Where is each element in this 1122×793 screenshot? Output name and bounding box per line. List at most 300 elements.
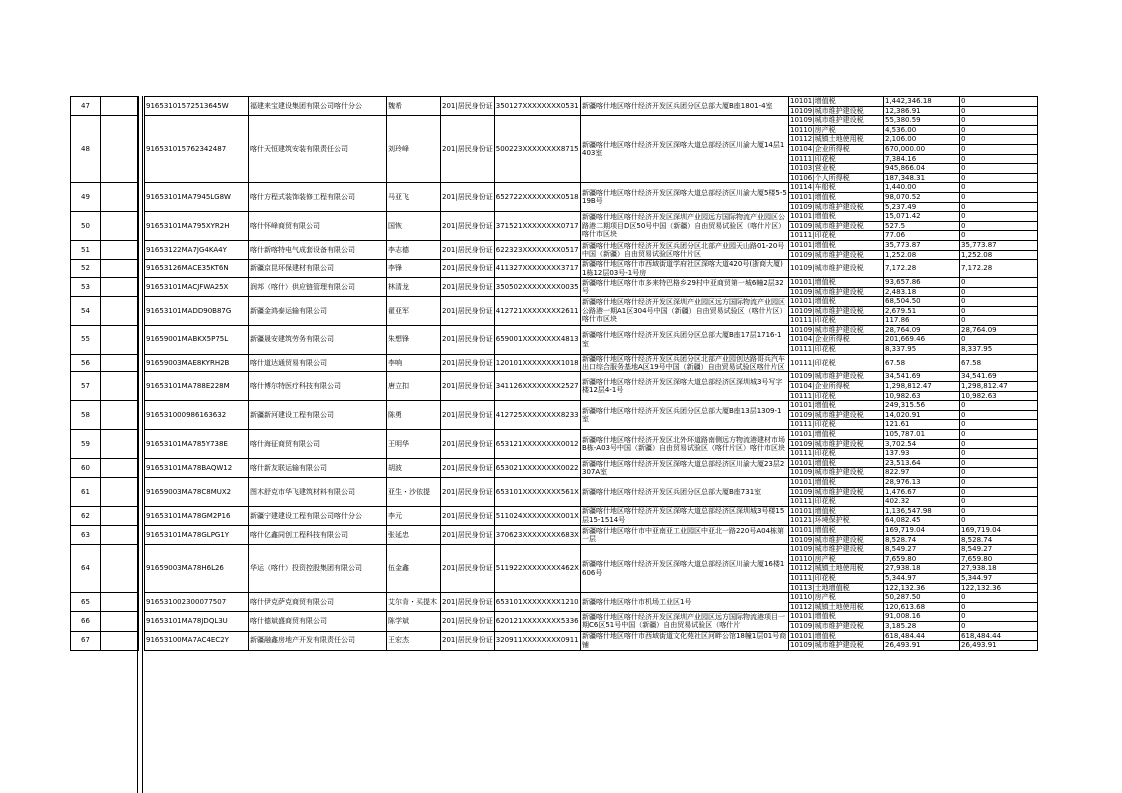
id-number: 320911XXXXXXXX0911 [494,631,580,650]
table-row [71,631,1038,641]
tax-item: 10109|城市维护建设税 [788,410,883,420]
credit-code: 91653101MACJFWA25X [145,277,249,296]
company-name: 新疆晟安建筑劳务有限公司 [249,325,387,354]
table-row [71,116,1038,126]
current-arrears: 0 [959,135,1037,145]
id-type: 201|居民身份证 [441,240,495,259]
id-type: 201|居民身份证 [441,612,495,631]
id-number: 350502XXXXXXXX0035 [494,277,580,296]
credit-code: 91653100MA7AC4EC2Y [145,631,249,650]
arrears-balance: 122,132.36 [883,583,959,593]
blank-cell [101,297,139,326]
current-arrears: 0 [959,430,1037,440]
tax-item: 10101|增值税 [788,430,883,440]
tax-item: 10109|城市维护建设税 [788,260,883,278]
credit-code: 916531015762342487 [145,116,249,183]
tax-item: 10104|企业所得税 [788,335,883,345]
id-type: 201|居民身份证 [441,116,495,183]
credit-code: 91653101MA788E228M [145,372,249,401]
business-address: 新疆喀什地区喀什经济开发区深喀大道总部经济区川渝大厦5楼5-519B号 [580,183,788,212]
current-arrears: 0 [959,439,1037,449]
current-arrears: 0 [959,231,1037,241]
company-name: 新疆宁建建设工程有限公司喀什分公 [249,506,387,525]
arrears-balance: 105,787.01 [883,430,959,440]
table-row [71,260,1038,278]
legal-person: 王明华 [387,430,441,459]
row-number: 66 [71,612,101,631]
id-type: 201|居民身份证 [441,631,495,650]
legal-person: 国恢 [387,212,441,241]
arrears-balance: 8,549.27 [883,545,959,555]
tax-item: 10109|城市维护建设税 [788,250,883,260]
business-address: 新疆喀什地区喀什经济开发区深喀大道总部经济区川渝大厦16楼1606号 [580,545,788,593]
table-row [71,612,1038,622]
tax-item: 10109|城市维护建设税 [788,287,883,297]
tax-item: 10109|城市维护建设税 [788,116,883,126]
row-number: 57 [71,372,101,401]
blank-cell [101,401,139,430]
tax-item: 10110|房产税 [788,593,883,603]
id-number: 350127XXXXXXXX0531 [494,97,580,116]
arrears-balance: 34,541.69 [883,372,959,382]
tax-item: 10110|房产税 [788,125,883,135]
legal-person: 魏希 [387,97,441,116]
tax-item: 10103|营业税 [788,164,883,174]
row-number: 59 [71,430,101,459]
table-row [71,545,1038,555]
credit-code: 91653101MADD90B87G [145,297,249,326]
tax-arrears-table [70,96,1038,651]
blank-cell [101,212,139,241]
business-address: 新疆喀什地区喀什经济开发区兵团分区总部大厦B座17层1716-1室 [580,325,788,354]
id-number: 500223XXXXXXXX8715 [494,116,580,183]
arrears-balance: 1,442,346.18 [883,97,959,107]
id-type: 201|居民身份证 [441,354,495,372]
tax-item: 10109|城市维护建设税 [788,306,883,316]
id-type: 201|居民身份证 [441,545,495,593]
tax-item: 10113|土地增值税 [788,583,883,593]
blank-cell [101,478,139,507]
id-type: 201|居民身份证 [441,297,495,326]
blank-cell [101,545,139,593]
business-address: 新疆喀什地区喀什经济开发区深喀大道总部经济区深圳城3号楼15层15-1514号 [580,506,788,525]
credit-code: 91653126MACE35KT6N [145,260,249,278]
current-arrears: 0 [959,306,1037,316]
blank-cell [101,525,139,544]
current-arrears: 0 [959,154,1037,164]
legal-person: 艾尔肯・买提木 [387,593,441,612]
table-row [71,430,1038,440]
id-number: 622323XXXXXXXX0517 [494,240,580,259]
tax-item: 10111|印花税 [788,345,883,355]
arrears-balance: 169,719.04 [883,525,959,535]
row-number: 61 [71,478,101,507]
current-arrears: 27,938.18 [959,564,1037,574]
credit-code: 91653122MA7JG4KA4Y [145,240,249,259]
table-row [71,354,1038,372]
legal-person: 李锋 [387,260,441,278]
company-name: 喀什亿鑫同创工程科技有限公司 [249,525,387,544]
table-row [71,478,1038,488]
blank-cell [101,354,139,372]
id-type: 201|居民身份证 [441,401,495,430]
arrears-balance: 23,513.64 [883,458,959,468]
tax-item: 10111|印花税 [788,154,883,164]
business-address: 新疆喀什地区喀什经济开发区兵团分区北部产业园天山路01-20号中国（新疆）自由贸易试验区喀什片区 [580,240,788,259]
legal-person: 张延忠 [387,525,441,544]
id-type: 201|居民身份证 [441,260,495,278]
current-arrears: 8,528.74 [959,535,1037,545]
blank-cell [101,612,139,631]
current-arrears: 0 [959,410,1037,420]
id-number: 653121XXXXXXXX0012 [494,430,580,459]
tax-item: 10109|城市维护建设税 [788,641,883,651]
current-arrears: 0 [959,116,1037,126]
tax-item: 10109|城市维护建设税 [788,545,883,555]
tax-item: 10101|增值税 [788,458,883,468]
current-arrears: 0 [959,506,1037,516]
credit-code: 91653101572513645W [145,97,249,116]
table-row [71,506,1038,516]
table-row [71,325,1038,335]
company-name: 喀什博尔特医疗科技有限公司 [249,372,387,401]
company-name: 喀什道达通贸易有限公司 [249,354,387,372]
id-type: 201|居民身份证 [441,458,495,477]
row-number: 62 [71,506,101,525]
blank-cell [101,458,139,477]
id-number: 341126XXXXXXXX2527 [494,372,580,401]
legal-person: 马亚飞 [387,183,441,212]
id-number: 412725XXXXXXXX8233 [494,401,580,430]
current-arrears: 0 [959,420,1037,430]
tax-item: 10109|城市维护建设税 [788,439,883,449]
legal-person: 陈学斌 [387,612,441,631]
current-arrears: 0 [959,125,1037,135]
arrears-balance: 50,287.50 [883,593,959,603]
id-number: 653021XXXXXXXX0022 [494,458,580,477]
arrears-balance: 1,476.67 [883,487,959,497]
arrears-balance: 618,484.44 [883,631,959,641]
blank-cell [101,240,139,259]
table-row [71,277,1038,287]
company-name: 喀什天恒建筑安装有限责任公司 [249,116,387,183]
table-row [71,97,1038,107]
arrears-balance: 28,976.13 [883,478,959,488]
business-address: 新疆喀什地区喀什经济开发区兵团分区北部产业园创达路哥兵汽车出口综合服务基地A区19号中国（新疆）自由贸易试验区喀什片区 [580,354,788,372]
arrears-balance: 67.58 [883,354,959,372]
tax-item: 10109|城市维护建设税 [788,621,883,631]
business-address: 新疆喀什地区喀什经济开发区兵团分区总部大厦B座731室 [580,478,788,507]
current-arrears: 0 [959,487,1037,497]
id-number: 412721XXXXXXXX2611 [494,297,580,326]
legal-person: 刘玲峰 [387,116,441,183]
row-number: 60 [71,458,101,477]
tax-item: 10101|增值税 [788,97,883,107]
legal-person: 李响 [387,354,441,372]
arrears-balance: 822.97 [883,468,959,478]
current-arrears: 0 [959,593,1037,603]
current-arrears: 0 [959,202,1037,212]
tax-item: 10101|增值税 [788,401,883,411]
tax-item: 10111|印花税 [788,391,883,401]
blank-cell [101,116,139,183]
arrears-balance: 3,702.54 [883,439,959,449]
table-row [71,212,1038,222]
blank-cell [101,277,139,296]
table-row [71,458,1038,468]
current-arrears: 0 [959,468,1037,478]
id-type: 201|居民身份证 [441,506,495,525]
current-arrears: 0 [959,164,1037,174]
current-arrears: 1,252.08 [959,250,1037,260]
blank-cell [101,183,139,212]
legal-person: 亚生・沙依提 [387,478,441,507]
arrears-balance: 1,136,547.98 [883,506,959,516]
business-address: 新疆喀什地区喀什经济开发区深喀大道总部经济区川渝大厦14层1403室 [580,116,788,183]
arrears-balance: 120,613.68 [883,602,959,612]
company-name: 新疆金鸿泰运输有限公司 [249,297,387,326]
tax-item: 10101|增值税 [788,631,883,641]
id-type: 201|居民身份证 [441,97,495,116]
table-row [71,183,1038,193]
row-number: 52 [71,260,101,278]
arrears-balance: 64,082.45 [883,516,959,526]
id-type: 201|居民身份证 [441,372,495,401]
current-arrears: 0 [959,221,1037,231]
tax-item: 10111|印花税 [788,420,883,430]
arrears-balance: 98,070.52 [883,192,959,202]
company-name: 图木舒克市华飞建筑材料有限公司 [249,478,387,507]
current-arrears: 1,298,812.47 [959,382,1037,392]
blank-cell [101,430,139,459]
id-number: 370623XXXXXXXX683X [494,525,580,544]
arrears-balance: 3,185.28 [883,621,959,631]
tax-item: 10109|城市维护建设税 [788,202,883,212]
company-name: 福建来宝建设集团有限公司喀什分公 [249,97,387,116]
credit-code: 91653101MA78BAQW12 [145,458,249,477]
company-name: 喀什怀峰商贸有限公司 [249,212,387,241]
id-type: 201|居民身份证 [441,212,495,241]
id-number: 620121XXXXXXXX5336 [494,612,580,631]
arrears-balance: 402.32 [883,497,959,507]
blank-cell [101,372,139,401]
table-row [71,525,1038,535]
current-arrears: 169,719.04 [959,525,1037,535]
table-body [71,97,1038,651]
credit-code: 916531000986163632 [145,401,249,430]
current-arrears: 0 [959,173,1037,183]
current-arrears: 122,132.36 [959,583,1037,593]
arrears-balance: 8,337.95 [883,345,959,355]
row-number: 67 [71,631,101,650]
legal-person: 王宏杰 [387,631,441,650]
id-type: 201|居民身份证 [441,478,495,507]
legal-person: 伍金鑫 [387,545,441,593]
credit-code: 91659003MA78C8MUX2 [145,478,249,507]
arrears-balance: 945,866.04 [883,164,959,174]
tax-item: 10101|增值税 [788,506,883,516]
legal-person: 唐立扣 [387,372,441,401]
current-arrears: 0 [959,612,1037,622]
tax-item: 10110|房产税 [788,554,883,564]
credit-code: 91653101MA78GM2P16 [145,506,249,525]
tax-item: 10109|城市维护建设税 [788,325,883,335]
credit-code: 91659003MA78H6L26 [145,545,249,593]
arrears-balance: 670,000.00 [883,144,959,154]
tax-item: 10101|增值税 [788,525,883,535]
arrears-balance: 121.61 [883,420,959,430]
id-number: 411327XXXXXXXX3717 [494,260,580,278]
arrears-balance: 2,483.18 [883,287,959,297]
table-row [71,240,1038,250]
arrears-balance: 28,764.09 [883,325,959,335]
legal-person: 李志德 [387,240,441,259]
credit-code: 91653101MA7945LG8W [145,183,249,212]
current-arrears: 0 [959,478,1037,488]
tax-item: 10101|增值税 [788,212,883,222]
current-arrears: 0 [959,621,1037,631]
table-row [71,401,1038,411]
arrears-balance: 68,504.50 [883,297,959,307]
id-number: 653101XXXXXXXX561X [494,478,580,507]
arrears-balance: 7,172.28 [883,260,959,278]
company-name: 润邦（喀什）供应链管理有限公司 [249,277,387,296]
current-arrears: 618,484.44 [959,631,1037,641]
credit-code: 916531002300077507 [145,593,249,612]
tax-item: 10111|印花税 [788,316,883,326]
arrears-balance: 249,315.56 [883,401,959,411]
legal-person: 李元 [387,506,441,525]
business-address: 新疆喀什地区喀什市机场工业区1号 [580,593,788,612]
arrears-balance: 2,106.00 [883,135,959,145]
table-row [71,372,1038,382]
row-number: 54 [71,297,101,326]
tax-item: 10111|印花税 [788,573,883,583]
tax-item: 10104|企业所得税 [788,144,883,154]
current-arrears: 5,344.97 [959,573,1037,583]
arrears-balance: 7,659.80 [883,554,959,564]
row-number: 56 [71,354,101,372]
business-address: 新疆喀什地区喀什经济开发区兵团分区总部大厦B座1801-4室 [580,97,788,116]
legal-person: 胡波 [387,458,441,477]
id-number: 371521XXXXXXXX0717 [494,212,580,241]
arrears-balance: 35,773.87 [883,240,959,250]
company-name: 喀什新喀特电气成套设备有限公司 [249,240,387,259]
business-address: 新疆喀什地区喀什经济开发区北外环道路南侧远方物流港建材市场B栋-A03号中国（新疆）自由贸易试验区（喀什片区）喀什市区块 [580,430,788,459]
arrears-balance: 14,020.91 [883,410,959,420]
tax-item: 10109|城市维护建设税 [788,535,883,545]
row-number: 51 [71,240,101,259]
arrears-balance: 26,493.91 [883,641,959,651]
row-number: 47 [71,97,101,116]
credit-code: 91659001MABKX5P75L [145,325,249,354]
company-name: 华运（喀什）投资控股集团有限公司 [249,545,387,593]
arrears-balance: 527.5 [883,221,959,231]
blank-cell [101,325,139,354]
company-name: 新疆新河建设工程有限公司 [249,401,387,430]
current-arrears: 0 [959,106,1037,116]
arrears-balance: 27,938.18 [883,564,959,574]
tax-item: 10109|城市维护建设税 [788,106,883,116]
arrears-balance: 7,384.16 [883,154,959,164]
row-number: 63 [71,525,101,544]
current-arrears: 0 [959,97,1037,107]
row-number: 48 [71,116,101,183]
current-arrears: 0 [959,449,1037,459]
legal-person: 翟亚军 [387,297,441,326]
tax-item: 10101|增值税 [788,478,883,488]
company-name: 新疆京昆环保建材有限公司 [249,260,387,278]
tax-item: 10111|印花税 [788,231,883,241]
current-arrears: 7,659.80 [959,554,1037,564]
current-arrears: 67.58 [959,354,1037,372]
tax-item: 10111|印花税 [788,497,883,507]
current-arrears: 0 [959,335,1037,345]
tax-item: 10112|城镇土地使用税 [788,135,883,145]
business-address: 新疆喀什地区喀什经济开发区兵团分区总部大厦B座13层1309-1室 [580,401,788,430]
arrears-balance: 91,008.16 [883,612,959,622]
tax-item: 10111|印花税 [788,449,883,459]
tax-item: 10109|城市维护建设税 [788,468,883,478]
current-arrears: 10,982.63 [959,391,1037,401]
current-arrears: 0 [959,602,1037,612]
tax-item: 10106|个人所得税 [788,173,883,183]
current-arrears: 35,773.87 [959,240,1037,250]
current-arrears: 0 [959,287,1037,297]
credit-code: 91653101MA785Y738E [145,430,249,459]
company-name: 喀什方程式装饰装修工程有限公司 [249,183,387,212]
company-name: 新疆融鑫房地产开发有限责任公司 [249,631,387,650]
arrears-balance: 10,982.63 [883,391,959,401]
row-number: 53 [71,277,101,296]
tax-item: 10101|增值税 [788,612,883,622]
row-number: 65 [71,593,101,612]
credit-code: 91653101MA78JDQL3U [145,612,249,631]
blank-cell [101,631,139,650]
arrears-balance: 187,348.31 [883,173,959,183]
arrears-balance: 15,071.42 [883,212,959,222]
arrears-balance: 4,536.00 [883,125,959,135]
current-arrears: 0 [959,212,1037,222]
table-row [71,297,1038,307]
row-number: 49 [71,183,101,212]
current-arrears: 0 [959,297,1037,307]
business-address: 新疆喀什地区喀什经济开发区深圳产业园区远方国际物流港项目一期C6区51号中国（新疆）自由贸易试验区（喀什片 [580,612,788,631]
business-address: 新疆喀什地区喀什市西域街道学府社区深喀大道420号(浙商大厦)1栋12层03号-1号房 [580,260,788,278]
id-number: 511024XXXXXXXX001X [494,506,580,525]
arrears-balance: 55,380.59 [883,116,959,126]
credit-code: 91659003MAE8KYRH2B [145,354,249,372]
id-type: 201|居民身份证 [441,525,495,544]
id-number: 120101XXXXXXXX1018 [494,354,580,372]
tax-item: 10101|增值税 [788,277,883,287]
id-number: 653101XXXXXXXX1210 [494,593,580,612]
tax-item: 10121|环境保护税 [788,516,883,526]
row-number: 50 [71,212,101,241]
tax-item: 10109|城市维护建设税 [788,372,883,382]
legal-person: 朱想锋 [387,325,441,354]
tax-item: 10109|城市维护建设税 [788,487,883,497]
id-type: 201|居民身份证 [441,593,495,612]
row-number: 55 [71,325,101,354]
arrears-balance: 2,679.51 [883,306,959,316]
row-number: 58 [71,401,101,430]
tax-item: 10112|城镇土地使用税 [788,564,883,574]
current-arrears: 8,337.95 [959,345,1037,355]
tax-item: 10112|城镇土地使用税 [788,602,883,612]
id-type: 201|居民身份证 [441,430,495,459]
arrears-balance: 1,252.08 [883,250,959,260]
